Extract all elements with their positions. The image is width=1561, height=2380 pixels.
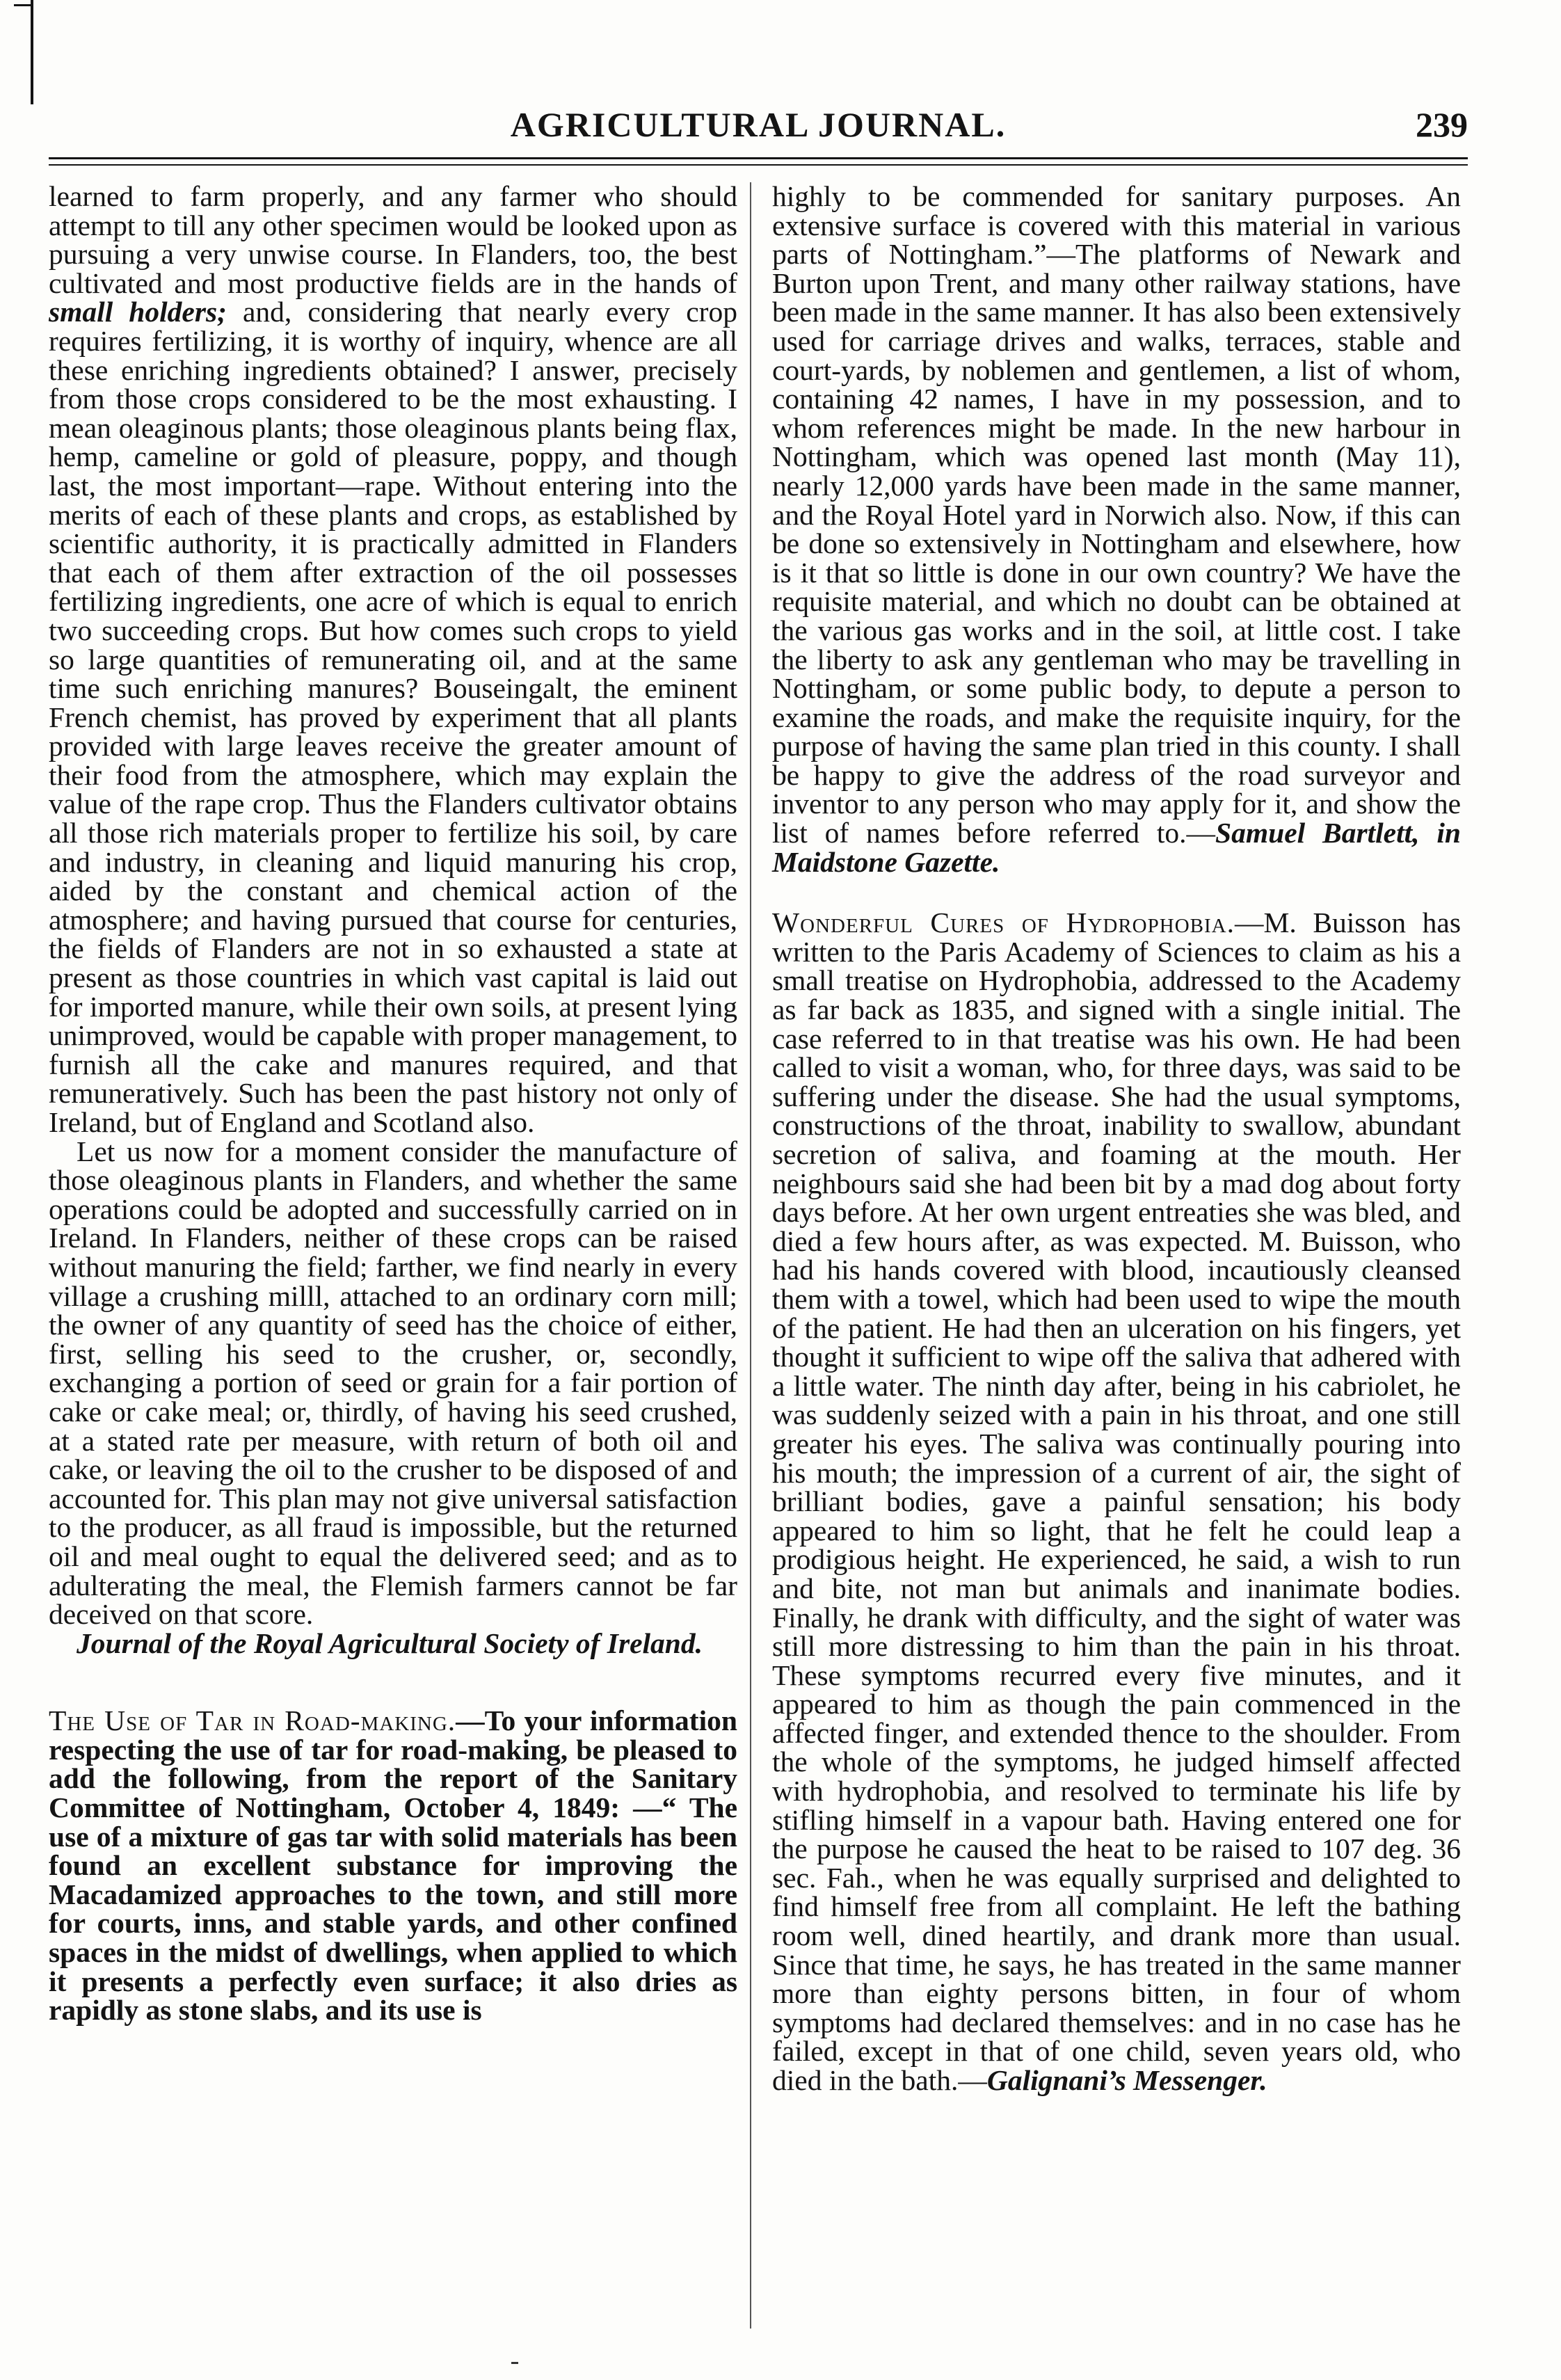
print-mark: [511, 2362, 518, 2364]
article-signature: Galignani’s Messenger.: [986, 2064, 1267, 2096]
left-column: [49, 182, 737, 2025]
paragraph-text: highly to be commended for sanitary purposes. An extensive surface is covered with this material in various parts of Nottingham.”—The platforms of Newark and Burton upon Trent, and many other railway stations, have been made in the same manner. It has also been extensively used for carriage drives and walks, terraces, stable and court-yards, by noblemen and gentlemen, a list of whom, containing 42 names, I have in my possession, and to whom references might be made. In the new harbour in Nottingham, which was opened last month (May 11), nearly 12,000 yards have been made in the same manner, and the Royal Hotel yard in Norwich also. Now, if this can be done so extensively in Nottingham and elsewhere, how is it that so little is done in our own country? We have the requisite material, and which no doubt can be obtained at the various gas works and in the soil, at little cost. I take the liberty to ask any gentleman who may be travelling in Nottingham, or some public body, to depute a person to examine the roads, and make the requisite inquiry, for the purpose of having the same plan tried in this county. I shall be happy to give the address of the road surveyor and inventor to any person who may apply for it, and show the list of names before referred to.—: [772, 180, 1461, 849]
paragraph-text: —M. Buisson has written to the Paris Academy of Sciences to claim as his a small treatise on Hydrophobia, addressed to the Academy as far back as 1835, and signed with a single initial. The case referred to in that treatise was his own. He had been called to visit a woman, who, for three days, was said to be suffering under the disease. She had the usual symptoms, constructions of the throat, inability to swallow, abundant secretion of saliva, and foaming at the mouth. Her neighbours said she had been bit by a mad dog about forty days before. At her own urgent entreaties she was bled, and died a few hours after, as was expected. M. Buisson, who had his hands covered with blood, incautiously cleansed them with a towel, which had been used to wipe the mouth of the patient. He had then an ulceration on his fingers, yet thought it sufficient to wipe off the saliva that adhered with a little water. The ninth day after, being in his cabriolet, he was suddenly seized with a pain in his throat, and one still greater his eyes. The saliva was continually pouring into his mouth; the impression of a current of air, the sight of brilliant bodies, gave a painful sensation; his body appeared to him so light, that he felt he could leap a prodigious height. He experienced, he said, a wish to run and bite, not man but animals and inanimate bodies. Finally, he drank with difficulty, and the sight of water was still more distressing to him than the pain in his throat. These symptoms recurred every five minutes, and it appeared to him as though the pain commenced in the affected finger, and extended thence to the shoulder. From the whole of the symptoms, he judged himself affected with hydrophobia, and resolved to terminate his life by stifling himself in a vapour bath. Having entered one for the purpose he caused the heat to be raised to 107 deg. 36 sec. Fah., when he was equally surprised and delighted to find himself free from all complaint. He left the bathing room well, dined heartily, and drank more than usual. Since that time, he says, he has treated in the same manner more than eighty persons bitten, in four of whom symptoms had declared themselves: and in no case has he failed, except in that of one child, seven years old, who died in the bath.—: [772, 907, 1461, 2096]
article-paragraph: [772, 182, 1461, 877]
article-signature: Journal of the Royal Agricultural Society of Ireland.: [77, 1627, 703, 1659]
column-divider: [750, 182, 751, 2329]
article-title: Wonderful Cures of Hydrophobia.: [772, 907, 1235, 939]
section-spacer: [772, 877, 1461, 909]
crop-mark: [14, 4, 33, 6]
right-column: [772, 182, 1461, 2095]
emphasis-text: small holders;: [49, 296, 227, 328]
article-title: The Use of Tar in Road-making.: [49, 1704, 456, 1737]
paragraph-text: —To your information respecting the use of tar for road-making, be pleased to add the following, from the report of the Sanitary Committee of Nottingham, October 4, 1849: —“ The use of a mixture of gas tar with solid materials has been found an excellent substance for improving the Macadamized approaches to the town, and still more for courts, inns, and stable yards, and other confined spaces in the midst of dwellings, when applied to which it presents a perfectly even surface; it also dries as rapidly as stone slabs, and its use is: [49, 1704, 737, 2027]
article-paragraph: [49, 182, 737, 1137]
paragraph-text: and, considering that nearly every crop requires fertilizing, it is worthy of inquiry, whence are all these enriching ingredients obtained? I answer, precisely from those crops considered to be the most exhausting. I mean oleaginous plants; those oleaginous plants being flax, hemp, cameline or gold of pleasure, poppy, and though last, the most important—rape. Without entering into the merits of each of these plants and crops, as established by scientific authority, it is practically admitted in Flanders that each of them after extraction of the oil possesses fertilizing ingredients, one acre of which is equal to enrich two succeeding crops. But how comes such crops to yield so large quantities of remunerating oil, and at the same time such enriching manures? Bouseingalt, the eminent French chemist, has proved by experiment that all plants provided with large leaves receive the greater amount of their food from the atmosphere, which may explain the value of the rape crop. Thus the Flanders cultivator obtains all those rich materials proper to fertilize his soil, by care and industry, in cleaning and liquid manuring his crop, aided by the constant and chemical action of the atmosphere; and having pursued that course for centuries, the fields of Flanders are not in so exhausted a state at present as those countries in which vast capital is laid out for imported manure, while their own soils, at present lying unimproved, would be capable with proper management, to furnish all the cake and manures required, and that remuneratively. Such has been the past history not only of Ireland, but of England and Scotland also.: [49, 296, 738, 1138]
article-paragraph: [772, 909, 1461, 2095]
header-rule: [49, 164, 1468, 166]
header-rule: [49, 157, 1468, 159]
page-number: 239: [1416, 105, 1468, 144]
running-head: AGRICULTURAL JOURNAL.: [510, 105, 1007, 144]
article-signature: Samuel Bartlett, in Maidstone Gazette.: [772, 817, 1461, 878]
article-paragraph: Let us now for a moment consider the manufacture of those oleaginous plants in Flanders, and whether the same operations could be adopted and successfully carried on in Ireland. In Flanders, neither of these crops can be raised without manuring the field; farther, we find nearly in every village a crushing milll, attached to an ordinary corn mill; the owner of any quantity of seed has the choice of either, first, selling his seed to the crusher, or, secondly, exchanging a portion of seed or grain for a fair portion of cake or cake meal; or, thirdly, of having his seed crushed, at a stated rate per measure, with return of both oil and cake, or leaving the oil to the crusher to be disposed of and accounted for. This plan may not give universal satisfaction to the producer, as all fraud is impossible, but the returned oil and meal ought to equal the delivered seed; and as to adulterating the meal, the Flemish farmers cannot be far deceived on that score.: [49, 1135, 737, 1631]
crop-mark: [31, 0, 33, 104]
section-spacer: [49, 1658, 737, 1707]
page-header: [49, 104, 1468, 153]
article-paragraph: [49, 1704, 737, 2027]
paragraph-text: learned to farm properly, and any farmer who should attempt to till any other specimen would be looked upon as pursuing a very unwise course. In Flanders, too, the best cultivated and most productive fields are in the hands of: [49, 180, 737, 299]
